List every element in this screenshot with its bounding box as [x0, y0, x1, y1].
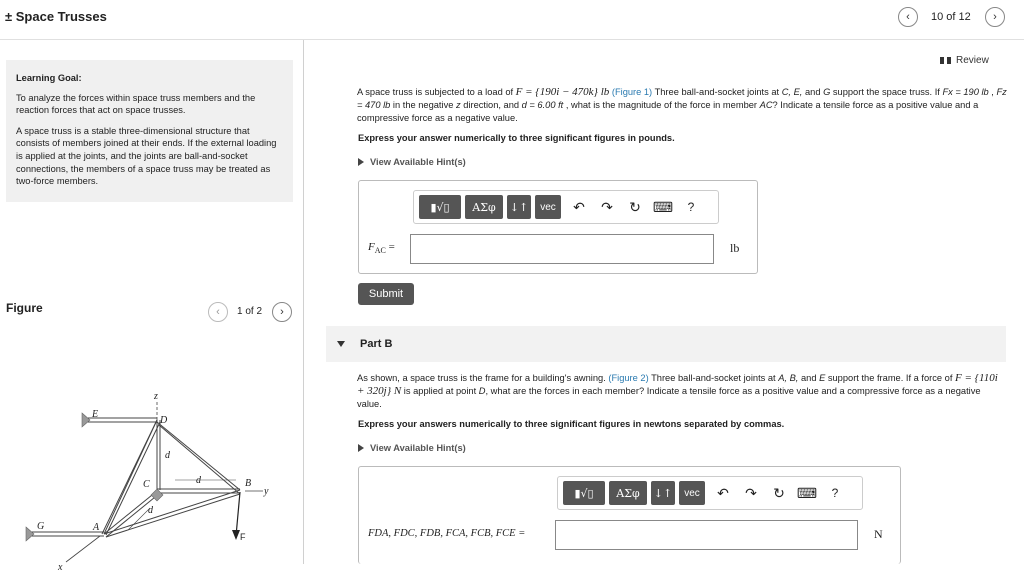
caret-right-icon [358, 158, 364, 166]
x-axis [66, 536, 100, 562]
label-b: B [245, 478, 252, 489]
caret-down-icon [337, 341, 345, 347]
figure-counter: 1 of 2 [237, 306, 263, 317]
part-b-input-label: FDA, FDC, FDB, FCA, FCB, FCE = [368, 528, 526, 539]
review-label: Review [956, 55, 989, 66]
reset-icon[interactable]: ↻ [629, 198, 641, 215]
part-a-problem [357, 86, 1007, 125]
part-b-header[interactable] [326, 326, 1006, 362]
text: As shown, a space truss is the frame for a building's awning. [357, 373, 609, 383]
text: Three ball-and-socket joints at [648, 373, 779, 383]
fx-value: Fx = 190 lb [942, 87, 989, 97]
subscript-button[interactable]: ↓↑ [507, 195, 531, 219]
label-d2: d [196, 475, 201, 486]
next-item-button[interactable] [985, 7, 1005, 27]
page-title: ± Space Trusses [5, 9, 107, 24]
part-b-math-toolbar [557, 476, 863, 510]
templates-button[interactable]: ▮√▯ [563, 481, 605, 505]
label-z: z [154, 391, 158, 402]
templates-button[interactable]: ▮√▯ [419, 195, 461, 219]
d-value: d = 6.00 ft [521, 100, 564, 110]
label-f: F [368, 241, 375, 253]
prev-item-button[interactable] [898, 7, 918, 27]
text: Three ball-and-socket joints at [652, 87, 782, 97]
greek-symbols-button[interactable]: ΑΣφ [609, 481, 647, 505]
truss-members [32, 418, 240, 537]
support-e [82, 413, 90, 427]
keyboard-icon[interactable]: ⌨ [652, 198, 674, 215]
figure-prev-button[interactable] [208, 302, 228, 322]
label-c: C [143, 479, 150, 490]
label-sub: AC [374, 246, 386, 256]
z-direction: z [456, 100, 461, 110]
learning-goal-box [6, 60, 293, 202]
part-b-problem [357, 372, 1005, 411]
joint-g: G [823, 87, 831, 97]
label-d3: d [148, 505, 153, 516]
vector-button[interactable]: vec [535, 195, 561, 219]
space-truss-figure[interactable] [0, 340, 304, 570]
undo-icon[interactable]: ↶ [717, 484, 729, 501]
label-d-point: D [160, 415, 168, 426]
part-a-hint-toggle[interactable] [358, 157, 466, 167]
hint-label: View Available Hint(s) [370, 443, 466, 453]
joints: C, E, [781, 87, 803, 97]
label-d1: d [165, 450, 170, 461]
learning-goal-text-2: A space truss is a stable three-dimensional structure that consists of members joined at their ends. If the external loading is applied at the joints, and the joints are ball-and-socket connections, the members of a space truss may be treated as two-force members. [16, 125, 277, 187]
load-equation: F = {190i − 470k} lb [515, 86, 610, 98]
figure-1-link[interactable]: (Figure 1) [611, 87, 653, 97]
text: , what is the magnitude of the force in member [563, 100, 760, 110]
text: and [802, 87, 824, 97]
member-ac: AC [759, 100, 773, 110]
text: A space truss is subjected to a load of [357, 87, 516, 97]
fz-value: Fz = 470 lb [357, 87, 1007, 110]
chevron-right-icon: › [280, 306, 284, 318]
greek-symbols-button[interactable]: ΑΣφ [465, 195, 503, 219]
chevron-right-icon: › [993, 11, 997, 23]
help-icon[interactable]: ? [831, 486, 839, 500]
item-counter: 10 of 12 [931, 11, 971, 23]
support-g [26, 527, 34, 541]
part-b-hint-toggle[interactable] [358, 443, 466, 453]
figure-2-link[interactable]: (Figure 2) [608, 373, 649, 383]
text: support the space truss. If [830, 87, 943, 97]
text: and [798, 373, 820, 383]
part-a-express: Express your answer numerically to three significant figures in pounds. [358, 133, 675, 143]
point-d: D [478, 386, 486, 396]
label-y: y [264, 486, 269, 497]
header-bar [0, 0, 1024, 40]
part-b-label: Part B [360, 338, 393, 350]
part-a-input-label [368, 241, 395, 255]
undo-icon[interactable]: ↶ [573, 198, 585, 215]
keyboard-icon[interactable]: ⌨ [796, 484, 818, 501]
caret-right-icon [358, 444, 364, 452]
redo-icon[interactable]: ↷ [601, 198, 613, 215]
book-icon [940, 57, 951, 64]
label-g: G [37, 521, 45, 532]
text: , what are the forces in each member? Indicate a tensile force as a positive value and a compressive force as a negative value. [357, 386, 981, 409]
label-eq: = [385, 241, 395, 253]
label-a: A [93, 522, 100, 533]
joints: A, B, [778, 373, 799, 383]
label-f: F [240, 532, 246, 542]
figure-heading: Figure [6, 301, 43, 315]
chevron-left-icon: ‹ [906, 11, 910, 23]
vector-button[interactable]: vec [679, 481, 705, 505]
chevron-left-icon: ‹ [216, 306, 220, 318]
text: direction, and [460, 100, 522, 110]
part-b-unit: N [874, 527, 883, 541]
label-x: x [58, 562, 63, 570]
learning-goal-text-1: To analyze the forces within space truss members and the reaction forces that act on space trusses. [16, 92, 256, 116]
part-a-unit: lb [730, 241, 740, 255]
text: , [988, 87, 997, 97]
load-arrowhead [232, 530, 240, 540]
joint-e: E [819, 373, 826, 383]
text: is applied at point [401, 386, 479, 396]
part-a-math-toolbar [413, 190, 719, 224]
part-a-answer-input[interactable] [410, 234, 714, 264]
review-link[interactable] [940, 55, 989, 66]
submit-button[interactable]: Submit [358, 283, 414, 305]
redo-icon[interactable]: ↷ [745, 484, 757, 501]
reset-icon[interactable]: ↻ [773, 484, 785, 501]
text: in the negative [390, 100, 456, 110]
hint-label: View Available Hint(s) [370, 157, 466, 167]
force-equation: F = {110i + 320j} N [357, 372, 998, 397]
help-icon[interactable]: ? [687, 200, 695, 214]
label-e: E [92, 409, 99, 420]
part-b-express: Express your answers numerically to three significant figures in newtons separated by commas. [358, 419, 785, 429]
text: support the frame. If a force of [825, 373, 955, 383]
part-b-answer-input[interactable] [555, 520, 858, 550]
text: ? Indicate a tensile force as a positive value and a compressive force as a negative value. [357, 100, 979, 123]
load-arrow [236, 492, 240, 536]
learning-goal-heading: Learning Goal: [16, 73, 82, 83]
figure-next-button[interactable] [272, 302, 292, 322]
left-panel [0, 40, 304, 570]
subscript-button[interactable]: ↓↑ [651, 481, 675, 505]
